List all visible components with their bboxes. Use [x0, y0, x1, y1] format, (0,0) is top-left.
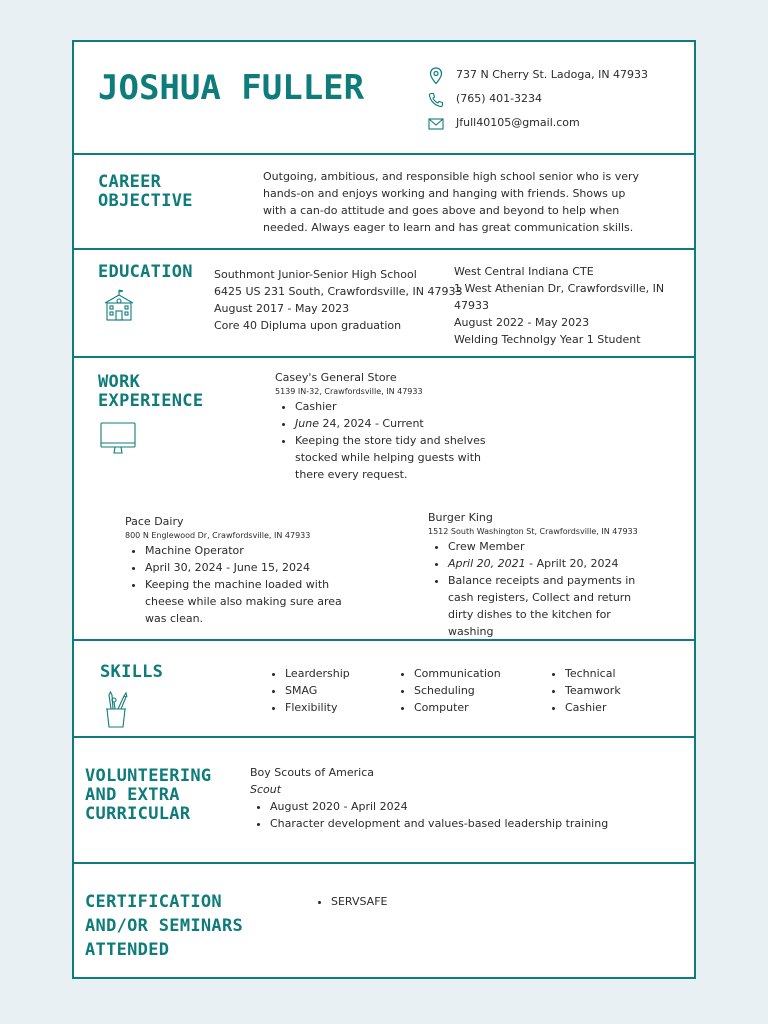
job1-role: • Cashier [295, 398, 505, 415]
candidate-name: JOSHUA FULLER [98, 68, 365, 108]
monitor-icon [100, 422, 138, 456]
job2-block [125, 513, 365, 627]
skills-col3 [545, 665, 621, 716]
job3-dates [448, 555, 658, 572]
job3-date-start: April 20, 2021 [448, 557, 526, 570]
work-section [74, 358, 694, 641]
job1-list [275, 398, 505, 483]
skills-heading: SKILLS [100, 662, 164, 682]
education-heading: EDUCATION [98, 262, 193, 282]
skill-item: • Teamwork [565, 682, 621, 699]
skill-item: • Computer [414, 699, 501, 716]
job1-address: 5139 IN-32, Crawfordsville, IN 47933 [275, 387, 423, 396]
school2-dates: August 2022 - May 2023 [454, 316, 590, 329]
skills-col1 [265, 665, 350, 716]
school1-address: 6425 US 231 South, Crawfordsville, IN 47933 [214, 285, 463, 298]
job1-block [275, 369, 505, 483]
job2-list [125, 542, 365, 627]
address-text: 737 N Cherry St. Ladoga, IN 47933 [456, 68, 649, 81]
school1-note: Core 40 Dipluma upon graduation [214, 319, 402, 332]
skill-item: • Cashier [565, 699, 621, 716]
job2-dates: • April 30, 2024 - June 15, 2024 [145, 559, 365, 576]
job1-dates [295, 415, 505, 432]
location-icon [429, 67, 443, 85]
job3-address: 1512 South Washington St, Crawfordsville, IN 47933 [428, 527, 638, 536]
objective-section [74, 155, 694, 250]
volunteer-heading: VOLUNTEERING AND EXTRA CURRICULAR [85, 766, 212, 824]
school2-name: West Central Indiana CTE [454, 265, 594, 278]
job3-date-rest: - Aprilt 20, 2024 [525, 557, 619, 570]
skills-col2 [394, 665, 501, 716]
job3-company: Burger King [428, 511, 493, 524]
email-icon [428, 118, 444, 130]
skill-item: • Technical [565, 665, 621, 682]
volunteer-item: • August 2020 - April 2024 [270, 798, 670, 815]
skill-item: • Communication [414, 665, 501, 682]
volunteer-list [250, 798, 670, 832]
header-section [74, 42, 694, 155]
phone-icon [428, 92, 444, 108]
certification-heading: CERTIFICATION AND/OR SEMINARS ATTENDED [85, 892, 244, 960]
job2-role: • Machine Operator [145, 542, 365, 559]
email-text[interactable]: Jfull40105@gmail.com [456, 116, 580, 129]
job2-desc: • Keeping the machine loaded with cheese while also making sure area was clean. [145, 576, 365, 627]
skills-section [74, 641, 694, 738]
school1-name: Southmont Junior-Senior High School [214, 268, 417, 281]
pencil-cup-icon [102, 690, 132, 730]
school1-block [214, 266, 462, 334]
objective-heading: CAREER OBJECTIVE [98, 172, 193, 211]
volunteer-role: Scout [250, 783, 282, 796]
volunteer-section [74, 738, 694, 864]
education-section [74, 250, 694, 358]
job1-company: Casey's General Store [275, 371, 397, 384]
skill-item: • SMAG [285, 682, 350, 699]
job3-role: • Crew Member [448, 538, 658, 555]
certification-list [311, 893, 388, 910]
job3-desc: • Balance receipts and payments in cash registers, Collect and return dirty dishes to the kitchen for washing [448, 572, 658, 640]
volunteer-org: Boy Scouts of America [250, 766, 375, 779]
volunteer-item: • Character development and values-based leadership training [270, 815, 670, 832]
resume-page [72, 40, 696, 979]
phone-text: (765) 401-3234 [456, 92, 543, 105]
skill-item: • Flexibility [285, 699, 350, 716]
job3-list [428, 538, 658, 640]
objective-text: Outgoing, ambitious, and responsible high school senior who is very hands-on and enjoys working and hanging with friends. Shows up with a can-do attitude and goes above and beyond to help when needed. Always eager to learn and has great communication skills. [263, 170, 639, 234]
school2-address: 1 West Athenian Dr, Crawfordsville, IN 47933 [454, 282, 665, 312]
job1-desc: • Keeping the store tidy and shelves stocked while helping guests with there every request. [295, 432, 505, 483]
job2-address: 800 N Englewood Dr, Crawfordsville, IN 47933 [125, 531, 311, 540]
school-icon [102, 289, 136, 323]
certification-section [74, 864, 694, 977]
work-heading: WORK EXPERIENCE [98, 372, 204, 411]
certification-item: • SERVSAFE [331, 893, 388, 910]
volunteer-block [250, 764, 670, 832]
skill-item: • Scheduling [414, 682, 501, 699]
job3-block [428, 509, 658, 640]
job1-date-rest: 24, 2024 - Current [318, 417, 424, 430]
skill-item: • Leardership [285, 665, 350, 682]
school2-note: Welding Technolgy Year 1 Student [454, 333, 641, 346]
job1-date-month: June [295, 417, 319, 430]
school1-dates: August 2017 - May 2023 [214, 302, 350, 315]
job2-company: Pace Dairy [125, 515, 184, 528]
school2-block [454, 263, 694, 348]
